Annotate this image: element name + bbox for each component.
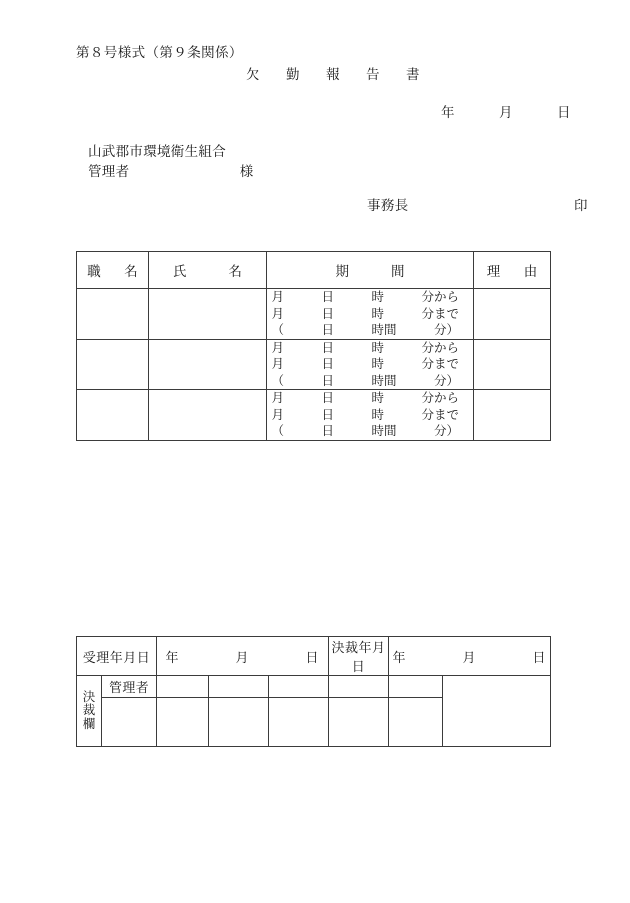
- cell-name[interactable]: [149, 289, 267, 340]
- approval-signature-cell[interactable]: [102, 698, 157, 747]
- approval-signature-cell[interactable]: [209, 698, 269, 747]
- approval-stamp-cell[interactable]: [329, 676, 389, 698]
- cell-period[interactable]: [267, 289, 474, 340]
- table-header-row: [77, 252, 551, 289]
- approval-section-label-char-1: 決: [82, 689, 96, 704]
- decision-date-value[interactable]: 年 月 日: [389, 637, 551, 676]
- approval-header-row: [77, 637, 551, 676]
- approval-stamp-cell[interactable]: [157, 676, 209, 698]
- cell-job-title[interactable]: [77, 339, 149, 390]
- table-row: [77, 289, 551, 340]
- column-header-job-title: 職 名: [77, 252, 149, 289]
- approval-stamp-cell[interactable]: [209, 676, 269, 698]
- cell-job-title[interactable]: [77, 390, 149, 441]
- period-line-from: 月 日 時 分から: [271, 391, 459, 405]
- period-line-from: 月 日 時 分から: [271, 340, 459, 355]
- period-line-to: 月 日 時 分まで: [271, 357, 459, 371]
- approval-stamp-cell[interactable]: [269, 676, 329, 698]
- period-line-to: 月 日 時 分まで: [271, 407, 459, 422]
- column-header-name: 氏 名: [149, 252, 267, 289]
- form-number: 第８号様式（第９条関係）: [76, 45, 243, 60]
- manager-label: 管理者: [102, 676, 157, 698]
- decision-date-label: 決裁年月日: [329, 637, 389, 676]
- approval-signature-cell[interactable]: [269, 698, 329, 747]
- table-row: [77, 390, 551, 441]
- approval-notes-cell[interactable]: [443, 676, 551, 747]
- period-line-total: （ 日 時間 分）: [271, 424, 459, 438]
- page-title: 欠 勤 報 告 書: [246, 67, 426, 82]
- period-line-to: 月 日 時 分まで: [271, 306, 459, 321]
- cell-reason[interactable]: [474, 339, 551, 390]
- approval-section-label: [77, 676, 102, 747]
- approval-section-table: [76, 636, 551, 747]
- cell-name[interactable]: [149, 339, 267, 390]
- date-line: 年 月 日: [441, 105, 572, 120]
- cell-job-title[interactable]: [77, 289, 149, 340]
- period-line-from: 月 日 時 分から: [271, 290, 459, 304]
- approval-signature-cell[interactable]: [389, 698, 443, 747]
- table-row: [77, 339, 551, 390]
- period-line-total: （ 日 時間 分）: [271, 373, 459, 388]
- received-date-label: 受理年月日: [77, 637, 157, 676]
- approval-section-label-char-3: 欄: [82, 716, 96, 731]
- approval-signature-cell[interactable]: [157, 698, 209, 747]
- submitter-line: 事務長 印: [367, 198, 588, 213]
- column-header-period: 期 間: [267, 252, 474, 289]
- cell-period[interactable]: [267, 339, 474, 390]
- period-line-total: （ 日 時間 分）: [271, 323, 459, 337]
- approval-manager-row: [77, 676, 551, 698]
- approval-signature-cell[interactable]: [329, 698, 389, 747]
- approval-stamp-cell[interactable]: [389, 676, 443, 698]
- approval-section-label-char-2: 裁: [82, 703, 96, 718]
- cell-period[interactable]: [267, 390, 474, 441]
- cell-reason[interactable]: [474, 289, 551, 340]
- absence-report-table: [76, 251, 551, 441]
- received-date-value[interactable]: 年 月 日: [157, 637, 329, 676]
- cell-reason[interactable]: [474, 390, 551, 441]
- organization-name: 山武郡市環境衛生組合: [88, 144, 226, 159]
- column-header-reason: 理 由: [474, 252, 551, 289]
- cell-name[interactable]: [149, 390, 267, 441]
- addressee-line: 管理者 様: [88, 164, 254, 179]
